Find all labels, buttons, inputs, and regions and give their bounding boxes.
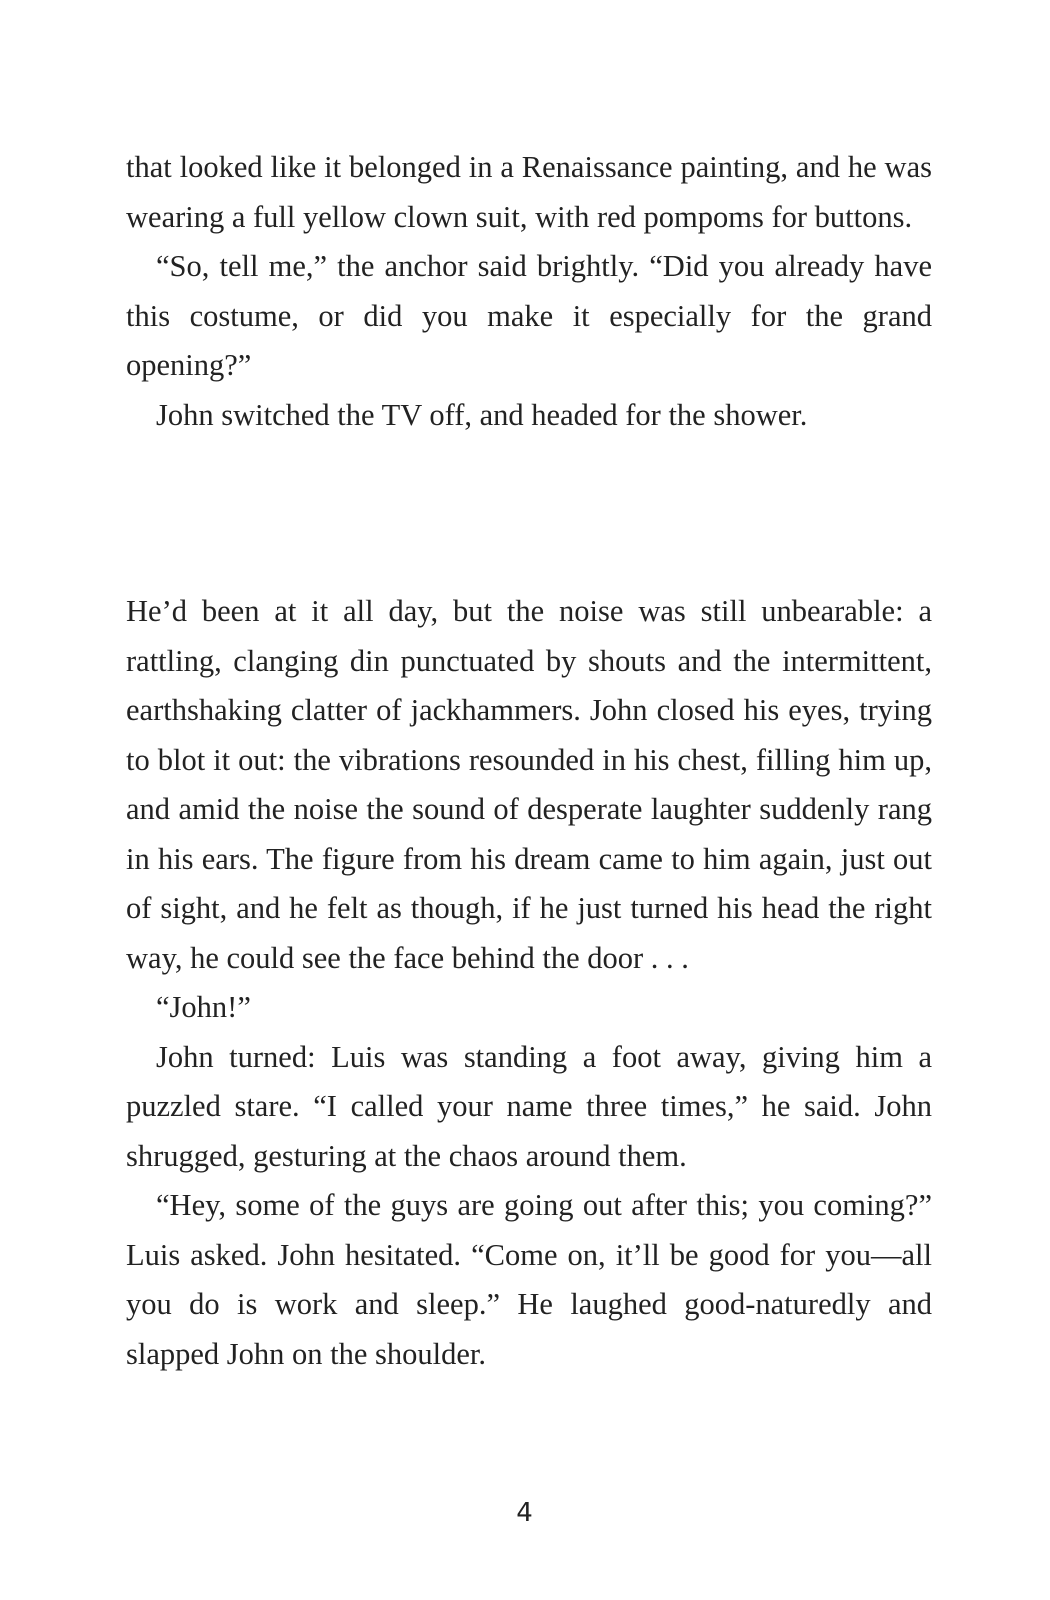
paragraph: that looked like it belonged in a Renaissance painting, and he was wearing a full yellow clown suit, with red pompoms for buttons. <box>126 150 932 234</box>
paragraph: “So, tell me,” the anchor said brightly. “Did you already have this costume, or did you make it especially for the grand opening?” <box>126 249 932 382</box>
page-number: 4 <box>516 1498 534 1528</box>
text-section-new-scene <box>126 587 932 1379</box>
paragraph: “John!” <box>156 990 251 1024</box>
paragraph: He’d been at it all day, but the noise was still unbearable: a rattling, clanging din punctuated by shouts and the intermittent, earthshaking clatter of jackhammers. John closed his eyes, trying to blot it out: the vibrations resounded in his chest, filling him up, and amid the noise the sound of desperate laughter suddenly rang in his ears. The figure from his dream came to him again, just out of sight, and he felt as though, if he just turned his head the right way, he could see the face behind the door . . . <box>126 594 932 975</box>
paragraph: “Hey, some of the guys are going out after this; you coming?” Luis asked. John hesitated. “Come on, it’ll be good for you—all you do is work and sleep.” He laughed good-naturedly and slapped John on the shoulder. <box>126 1188 932 1371</box>
paragraph: John turned: Luis was standing a foot away, giving him a puzzled stare. “I called your name three times,” he said. John shrugged, gesturing at the chaos around them. <box>126 1039 932 1173</box>
text-section-continued <box>126 143 932 440</box>
paragraph: John switched the TV off, and headed for the shower. <box>156 397 808 432</box>
